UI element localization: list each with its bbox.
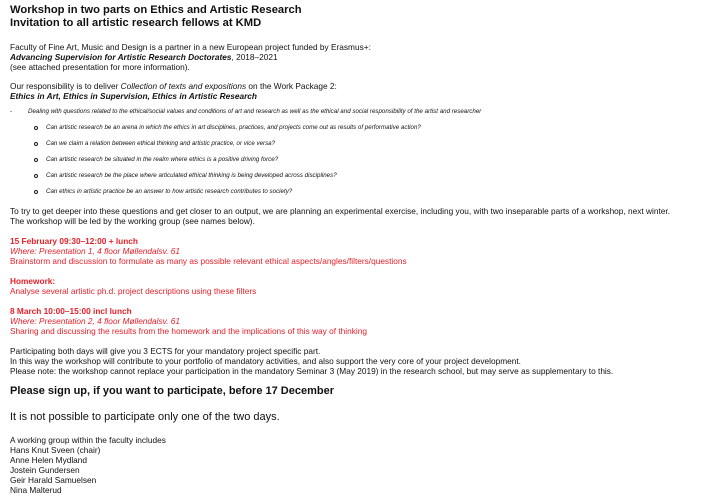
session-1-description: Brainstorm and discussion to formulate as many as possible relevant ethical aspects/angles/filters/questions	[10, 255, 407, 266]
question-text: Can artistic research be the place where articulated ethical thinking is being developed across disciplines?	[46, 171, 337, 179]
dash-marker: -	[10, 108, 13, 115]
project-line	[10, 52, 715, 62]
list-item	[10, 187, 715, 196]
intro-line: Faculty of Fine Art, Music and Design is a partner in a new European project funded by Erasmus+:	[10, 42, 371, 52]
question-text: Can artistic research be an arena in which the ethics in art disciplines, practices, and projects come out as results of performative action?	[46, 124, 421, 131]
title-line-2: Invitation to all artistic research fellows at KMD	[10, 17, 262, 29]
question-text: Can ethics in artistic practice be an answer to how artistic research contributes to society?	[46, 187, 293, 195]
plan-line-2: The workshop will be led by the working group (see names below).	[10, 215, 255, 226]
list-item	[10, 155, 715, 164]
list-item	[10, 123, 715, 132]
member-name: Geir Harald Samuelsen	[10, 474, 97, 485]
circle-bullet-icon	[34, 174, 38, 178]
work-package-title: Ethics in Art, Ethics in Supervision, Ethics in Artistic Research	[10, 91, 257, 101]
plan-paragraph	[10, 206, 715, 226]
working-group-heading: A working group within the faculty includes	[10, 434, 166, 445]
question-text: Can we claim a relation between ethical thinking and artistic practice, or vice versa?	[46, 139, 276, 147]
member-name: Jostein Gundersen	[10, 464, 80, 475]
member-name: Nina Malterud	[10, 484, 62, 495]
presentation-note: (see attached presentation for more information).	[10, 62, 190, 72]
session-2-description: Sharing and discussing the results from the homework and the implications of this way of thinking	[10, 325, 367, 336]
responsibility-prefix: Our responsibility is to deliver	[10, 81, 121, 91]
session-1-date: 15 February 09:30–12:00 + lunch	[10, 235, 138, 246]
dealing-text: Dealing with questions related to the ethical/social values and conditions of art and research as well as the ethical and social responsibility of the artist and researcher	[28, 108, 482, 115]
member-name: Hans Knut Sveen (chair)	[10, 444, 101, 455]
plan-line-1: To try to get deeper into these questions and get closer to an output, we are planning an experimental exercise, including you, with two inseparable parts of a workshop, next winter.	[10, 205, 670, 216]
project-years: , 2018–2021	[231, 52, 278, 62]
member-name: Anne Helen Mydland	[10, 454, 88, 465]
homework-section	[10, 276, 715, 296]
intro-paragraph	[10, 42, 715, 72]
circle-bullet-icon	[34, 126, 38, 130]
question-text: Can artistic research be situated in the realm where ethics is a positive driving force?	[46, 155, 279, 163]
participation-paragraph	[10, 346, 715, 376]
question-list	[10, 123, 715, 196]
portfolio-line: In this way the workshop will contribute to your portfolio of mandatory activities, and also support the very core of your project development.	[10, 355, 521, 366]
list-item	[10, 171, 715, 180]
seminar-note: Please note: the workshop cannot replace your participation in the mandatory Seminar 3 (May 2019) in the research school, but may serve as supplementary to this.	[10, 365, 614, 376]
responsibility-paragraph	[10, 81, 715, 101]
working-group	[10, 435, 715, 495]
responsibility-line	[10, 81, 715, 91]
list-item	[10, 139, 715, 148]
session-2-date: 8 March 10:00–15:00 incl lunch	[10, 305, 132, 316]
ects-line: Participating both days will give you 3 ECTS for your mandatory project specific part.	[10, 345, 321, 356]
project-name: Advancing Supervision for Artistic Research Doctorates	[10, 52, 232, 62]
collection-text: Collection of texts and expositions	[120, 81, 247, 91]
homework-description: Analyse several artistic ph.d. project descriptions using these filters	[10, 285, 257, 296]
session-1-location: Where: Presentation 1, 4 floor Møllendalsv. 61	[10, 245, 181, 256]
session-2-location: Where: Presentation 2, 4 floor Møllendalsv. 61	[10, 315, 181, 326]
title-line-1: Workshop in two parts on Ethics and Artistic Research	[10, 4, 302, 16]
dealing-bullet	[10, 107, 715, 116]
responsibility-suffix: on the Work Package 2:	[246, 81, 337, 91]
session-1	[10, 236, 715, 266]
participation-notice: It is not possible to participate only one of the two days.	[10, 410, 280, 423]
homework-label: Homework:	[10, 275, 56, 286]
circle-bullet-icon	[34, 190, 38, 194]
signup-deadline: Please sign up, if you want to participate, before 17 December	[10, 384, 334, 397]
session-2	[10, 306, 715, 336]
circle-bullet-icon	[34, 142, 38, 146]
document-title	[10, 4, 715, 30]
circle-bullet-icon	[34, 158, 38, 162]
